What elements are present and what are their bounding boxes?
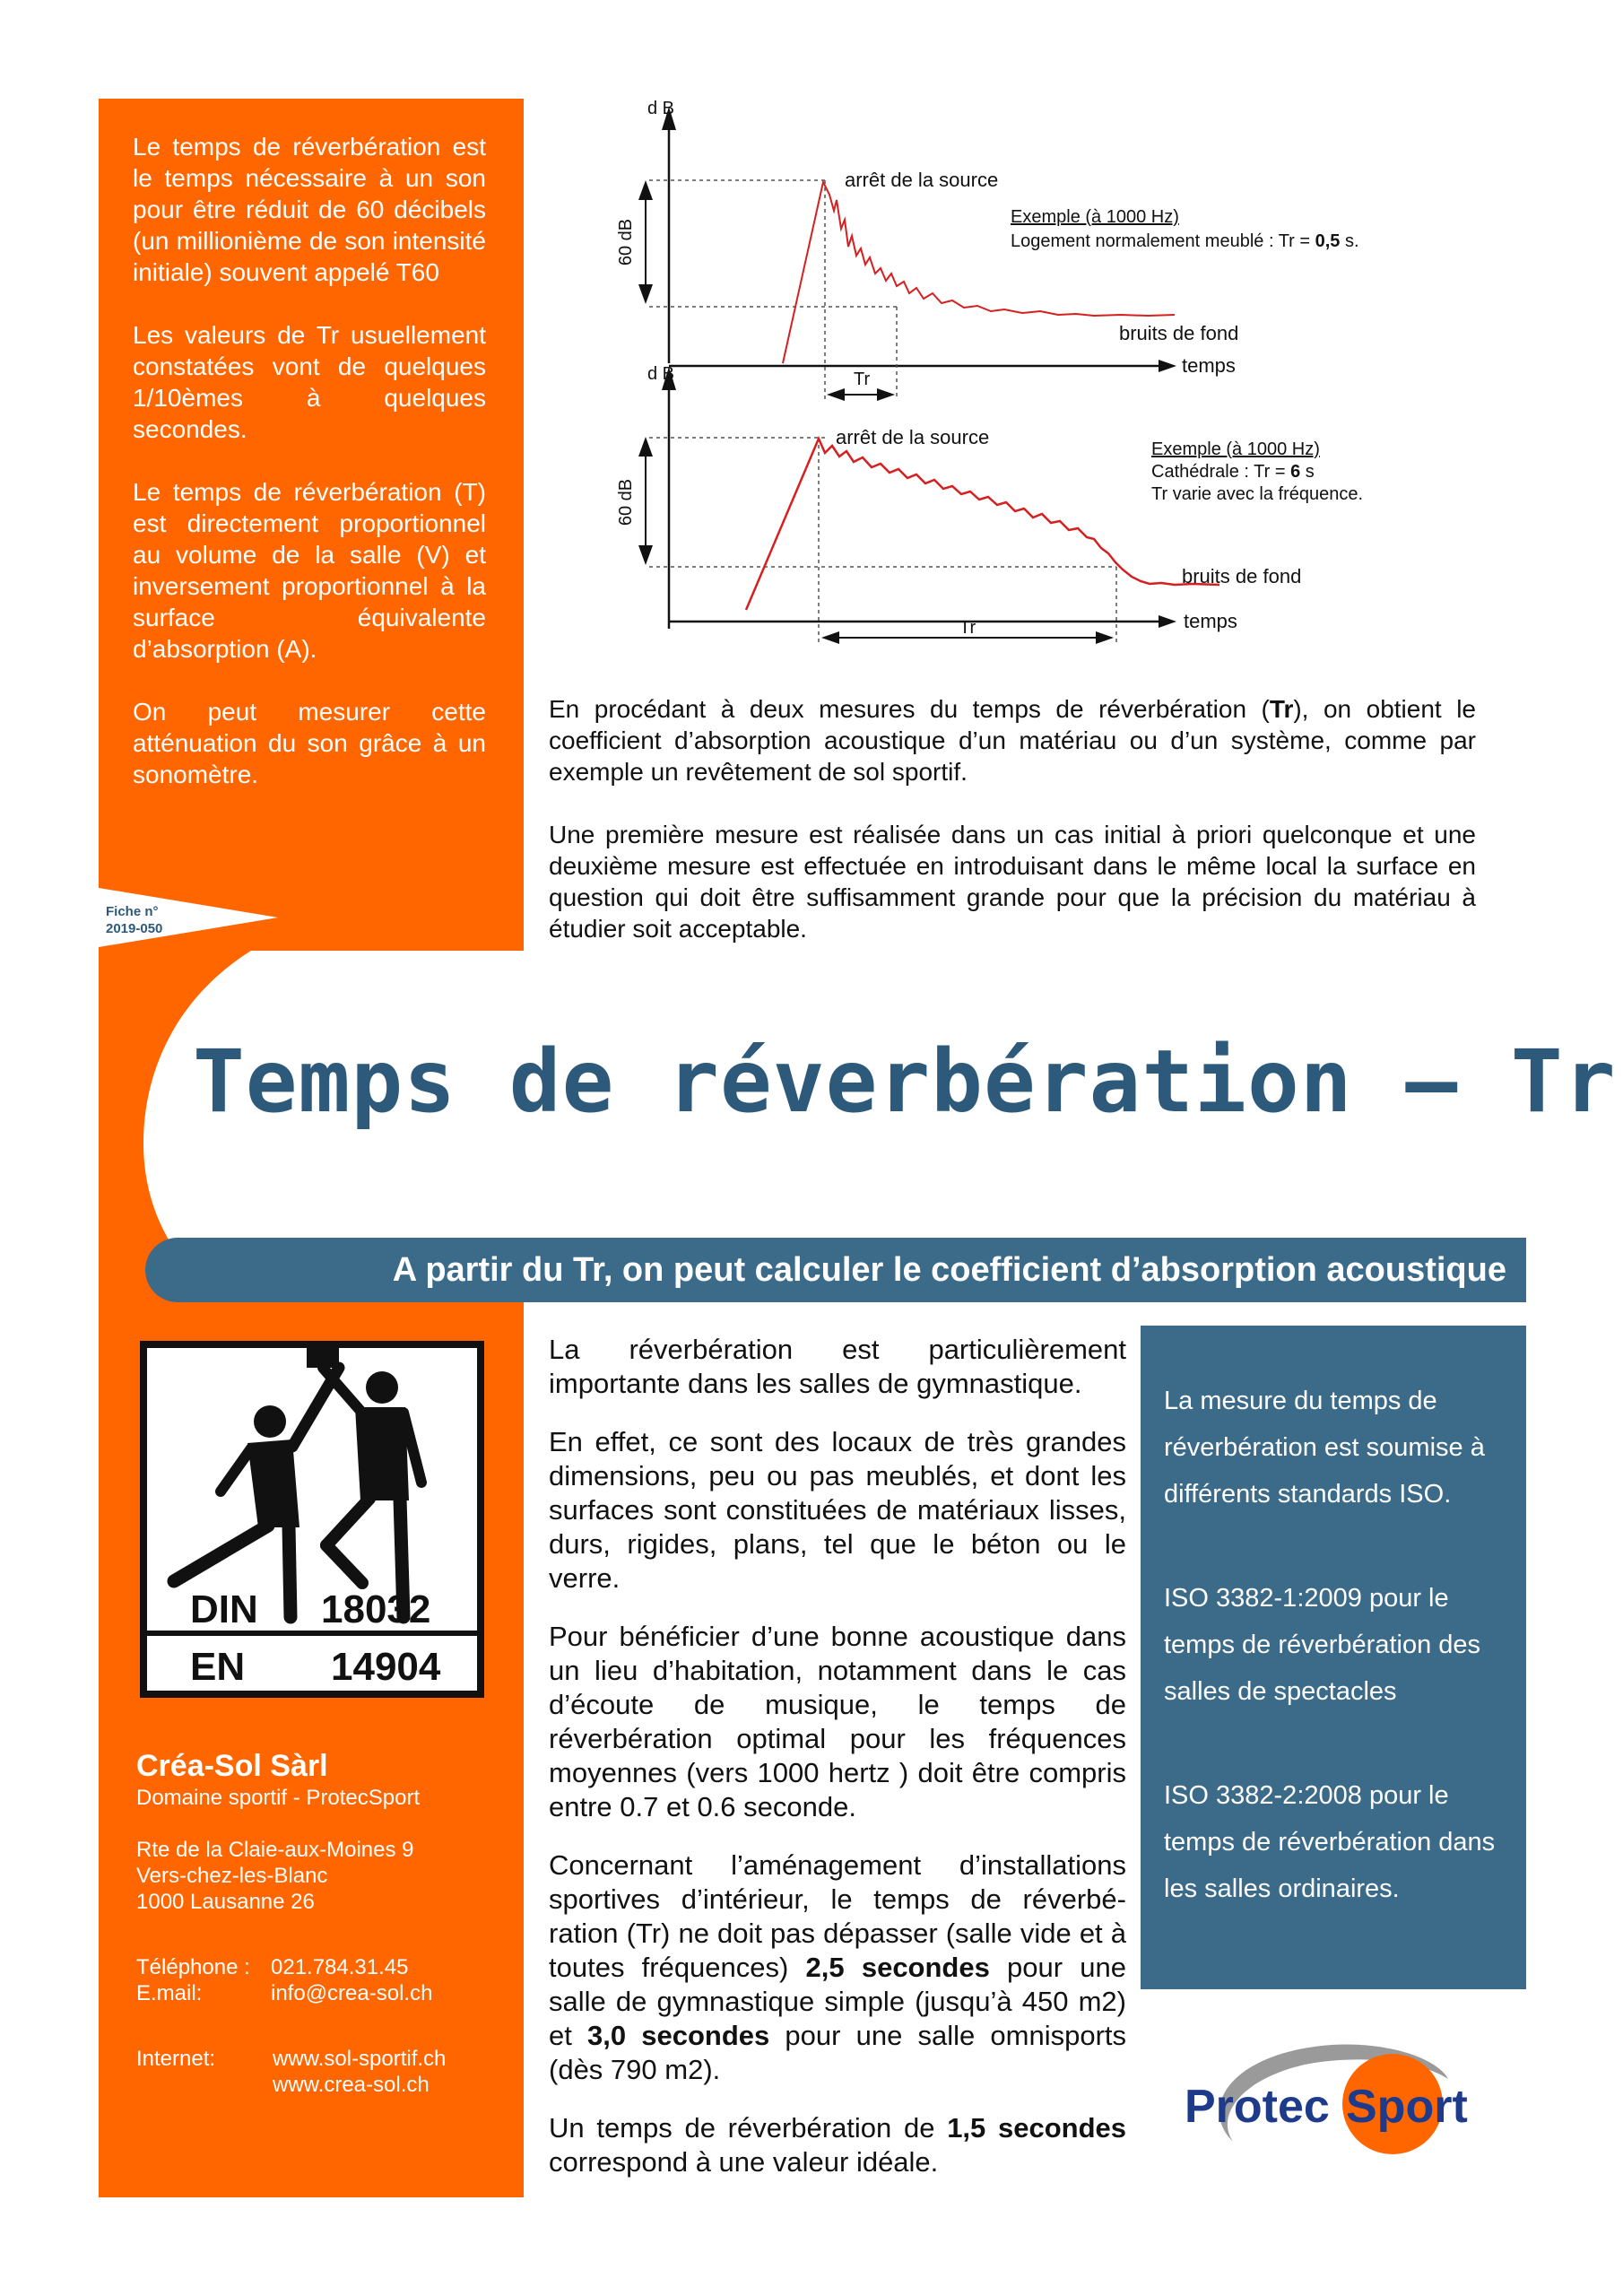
arrow-up-icon: [638, 437, 653, 457]
x-axis-arrow-icon: [1159, 360, 1176, 372]
arrow-up-icon: [638, 180, 653, 200]
arrow-left-icon: [827, 388, 845, 401]
span-label: 60 dB: [616, 478, 636, 526]
y-axis-label: d B: [647, 364, 675, 384]
diagram-top: [616, 99, 1359, 401]
x-axis-arrow-icon: [1159, 615, 1176, 628]
body-paragraph: Un temps de réverbération de 1,5 secondes correspond à une valeur idéale.: [549, 2112, 1126, 2178]
x-axis-label: temps: [1184, 610, 1237, 632]
fiche-value: 2019-050: [106, 921, 163, 936]
sidebar-paragraph: On peut mesurer cette atténuation du son grâce à un sonomètre.: [133, 698, 486, 788]
arrow-right-icon: [877, 388, 895, 401]
standards-paragraph: ISO 3382-1:2009 pour le temps de réverbération des salles de spectacles: [1164, 1584, 1481, 1706]
noise-label: bruits de fond: [1119, 322, 1239, 344]
logo-text-protec: Protec: [1185, 2081, 1330, 2133]
phone-row: [136, 1954, 513, 1980]
en-label: EN: [190, 1645, 246, 1689]
y-axis-label: d B: [647, 99, 675, 118]
body-paragraph: La réverbération est particulièrement importante dans les salles de gymnastique.: [549, 1334, 1126, 1399]
decay-curve-bottom: [746, 439, 1219, 610]
intro-paragraph: En procédant à deux mesures du temps de réverbération (Tr), on obtient le coefficient d’absorption acoustique d’un matériau ou d’un système, comme par exemple un revêtement de sol sportif.: [549, 695, 1477, 786]
fiche-number: [106, 903, 162, 937]
example-title: Exemple (à 1000 Hz): [1151, 439, 1320, 459]
standards-paragraph: ISO 3382-2:2008 pour le temps de réverbération dans les salles ordinaires.: [1164, 1781, 1496, 1903]
intro-text: [549, 693, 1476, 976]
din-number: 18032: [321, 1587, 431, 1631]
page-title: Temps de réverbération – Tr: [193, 1031, 1617, 1132]
web-link[interactable]: www.crea-sol.ch: [273, 2073, 430, 2097]
protecsport-logo: [1179, 2034, 1493, 2169]
address-line: Rte de la Claie-aux-Moines 9: [136, 1838, 414, 1862]
logo-text-sport: Sport: [1346, 2081, 1468, 2133]
email-row: [136, 1980, 513, 2006]
internet-label: Internet:: [136, 2047, 216, 2071]
address-line: 1000 Lausanne 26: [136, 1890, 315, 1914]
source-stop-label: arrêt de la source: [845, 169, 999, 191]
sidebar-info-panel: [99, 99, 524, 951]
sidebar-paragraph: Le temps de réverbération (T) est directement proportionnel au volume de la salle (V) et inversement proportionnel à la surface équivalente d’absorption (A).: [133, 478, 486, 663]
tr-label: Tr: [854, 370, 871, 389]
span-label: 60 dB: [616, 218, 636, 266]
body-paragraph: En effet, ce sont des locaux de très grandes dimensions, peu ou pas meublés, et dont les surfaces sont constituées de matériaux lisses, durs, rigides, plans, tel que le béton ou le verre.: [549, 1426, 1126, 1594]
web-link[interactable]: www.sol-sportif.ch: [273, 2047, 447, 2071]
standards-paragraph: La mesure du temps de réverbération est soumise à différents standards ISO.: [1164, 1387, 1485, 1509]
fiche-label: Fiche n°: [106, 904, 159, 919]
address-line: Vers-chez-les-Blanc: [136, 1864, 328, 1888]
example-line: Logement normalement meublé : Tr = 0,5 s.: [1011, 231, 1359, 251]
noise-label: bruits de fond: [1182, 565, 1302, 587]
body-paragraph: Concernant l’aménagement d’installations sportives d’intérieur, le temps de réverbé-ration (Tr) ne doit pas dépasser (salle vide et à toutes fréquences) 2,5 secondes pour une salle de gymnastique simple (jusqu’à 450 m2) et 3,0 secondes pour une salle omnisports (dès 790 m2).: [549, 1849, 1127, 2085]
phone-value: 021.784.31.45: [271, 1955, 409, 1979]
sidebar-paragraph: Le temps de réverbération est le temps nécessaire à un son pour être réduit de 60 décibels (un millionième de son intensité initiale) souvent appelé T60: [133, 133, 486, 286]
reverberation-diagram: [610, 94, 1462, 655]
basketball-players-icon: [147, 1348, 477, 1691]
din-en-norm-logo: [140, 1341, 484, 1698]
x-axis-label: temps: [1182, 354, 1236, 377]
en-number: 14904: [331, 1645, 441, 1689]
example-line: Cathédrale : Tr = 6 s: [1151, 462, 1315, 482]
email-link[interactable]: info@crea-sol.ch: [271, 1981, 433, 2005]
example-note: Tr varie avec la fréquence.: [1151, 484, 1364, 504]
company-division: Domaine sportif - ProtecSport: [136, 1786, 421, 1810]
email-label: E.mail:: [136, 1981, 203, 2005]
example-title: Exemple (à 1000 Hz): [1011, 207, 1179, 227]
arrow-right-icon: [1096, 631, 1114, 644]
din-label: DIN: [190, 1587, 258, 1631]
body-paragraph: Pour bénéficier d’une bonne acoustique dans un lieu d’habitation, notamment dans le cas d’écoute de musique, le temps de réverbération optimal pour les fréquences moyennes (vers 1000 hertz ) doit être compris entre 0.7 et 0.6 seconde.: [549, 1621, 1126, 1822]
source-stop-label: arrêt de la source: [836, 426, 990, 448]
company-info: [136, 1747, 513, 2098]
arrow-down-icon: [638, 545, 653, 565]
arrow-left-icon: [821, 631, 839, 644]
tr-label: Tr: [959, 618, 976, 638]
company-name: Créa-Sol Sàrl: [136, 1749, 328, 1783]
intro-paragraph: Une première mesure est réalisée dans un cas initial à priori quelconque et une deuxième mesure est effectuée en introduisant dans le même local la surface en question qui doit être suffisamment grande pour que la précision du matériau à étudier soit acceptable.: [549, 821, 1476, 943]
iso-standards-box: [1141, 1326, 1526, 1989]
body-text: [549, 1333, 1126, 2204]
subtitle-text: A partir du Tr, on peut calculer le coefficient d’absorption acoustique: [392, 1251, 1506, 1289]
sidebar-paragraph: Les valeurs de Tr usuellement constatées vont de quelques 1/10èmes à quelques secondes.: [133, 321, 486, 443]
phone-label: Téléphone :: [136, 1955, 250, 1979]
diagram-bottom: [616, 364, 1363, 644]
internet-row: [136, 2046, 513, 2072]
arrow-down-icon: [638, 284, 653, 304]
